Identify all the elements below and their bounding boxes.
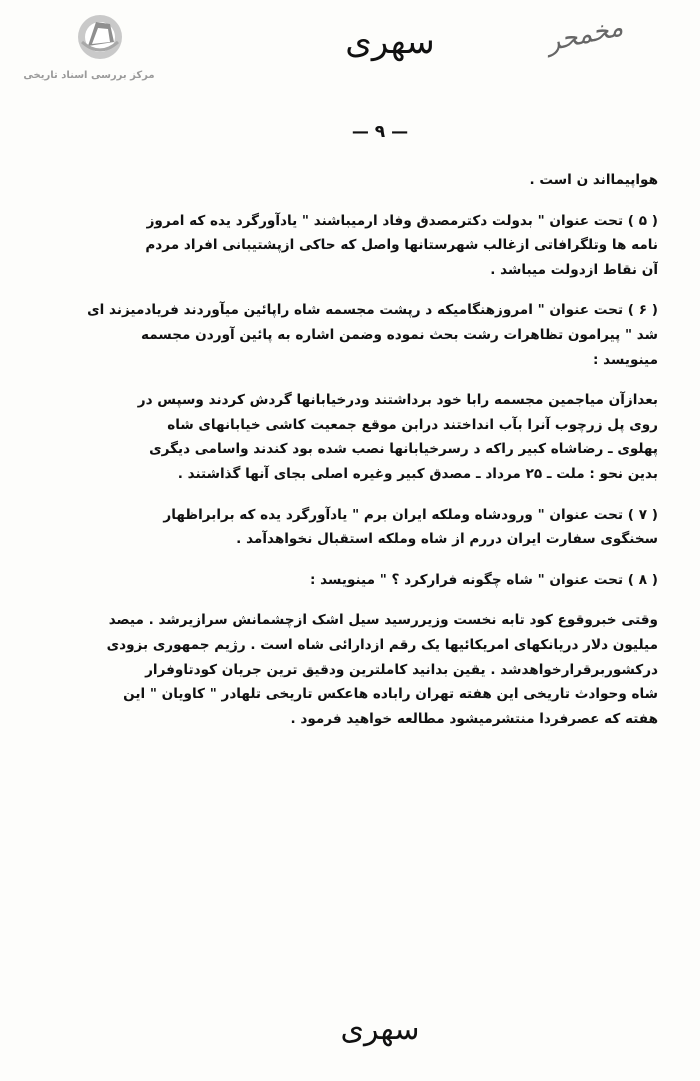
text-line: نامه ها وتلگرافاتی ازغالب شهرستانها واصل که حاکی ازپشتیبانی افراد مردم xyxy=(145,237,658,254)
text-line: ( ۷ ) تحت عنوان " ورودشاه وملکه ایران برم " یادآورگرد یده که برابراظهار xyxy=(163,506,658,523)
text-line: آن نقاط ازدولت میباشد . xyxy=(490,261,658,278)
text-line: ( ۶ ) تحت عنوان " امروزهنگامیکه د رپشت مجسمه شاه راپائین میآوردند فریادمیزند ای xyxy=(87,302,658,319)
paragraph xyxy=(38,209,658,283)
handwritten-annotation: مخمحر xyxy=(544,12,626,58)
archive-logo xyxy=(14,12,164,92)
text-line: ( ۵ ) تحت عنوان " بدولت دکترمصدق وفاد ارمیباشند " یادآورگرد یده که امروز xyxy=(146,212,658,229)
text-line: مینویسد : xyxy=(593,351,658,368)
paragraph xyxy=(38,503,658,552)
text-line: وقتی خبروقوع کود تابه نخست وزیررسید سیل اشک ازچشمانش سرازیرشد . میصد xyxy=(108,612,658,629)
text-line: هواپیمااند ن است . xyxy=(529,172,658,188)
archive-logo-text: مرکز بررسی اسناد تاریخی xyxy=(23,70,155,81)
paragraph xyxy=(38,298,658,372)
header-handwritten-title: سهری xyxy=(345,22,435,62)
archive-emblem-icon xyxy=(74,12,126,62)
text-line: سخنگوی سفارت ایران دررم از شاه وملکه استقبال نخواهدآمد . xyxy=(236,531,658,548)
paragraph xyxy=(38,568,658,593)
text-line: میلیون دلار دریانکهای امریکائیها یک رقم ازدارائی شاه است . رژیم جمهوری بزودی xyxy=(106,636,658,653)
text-line: روی پل زرچوب آنرا بآب انداختند درابن موقع جمعیت کاشی خیابانهای شاه xyxy=(167,416,658,433)
paragraph xyxy=(38,388,658,486)
paragraph xyxy=(38,168,658,193)
paragraph xyxy=(38,608,658,731)
text-line: شد " پیرامون تظاهرات رشت بحث نموده وضمن اشاره به پائین آوردن مجسمه xyxy=(141,326,658,343)
text-line: بعدازآن میاجمین مجسمه رابا خود برداشتند ودرخیابانها گردش کردند وسپس در xyxy=(137,392,658,409)
text-line: ( ۸ ) تحت عنوان " شاه چگونه فرارکرد ؟ " مینویسد : xyxy=(309,571,658,588)
text-line: هفته که عصرفردا منتشرمیشود مطالعه خواهید فرمود . xyxy=(290,710,658,727)
page-number: — ۹ — xyxy=(351,122,409,142)
document-body xyxy=(38,168,658,731)
text-line: بدین نحو : ملت ـ ۲۵ مرداد ـ مصدق کبیر وغیره اصلی بجای آنها گذاشتند . xyxy=(177,465,658,482)
text-line: پهلوی ـ رضاشاه کبیر راکه د رسرخیابانها نصب شده بود کندند واسامی دیگری xyxy=(149,441,658,458)
text-line: درکشوربرقرارخواهدشد . یقین بدانید کاملترین ودقیق ترین جریان کودتاوفرار xyxy=(145,661,658,678)
footer-handwritten-title: سهری xyxy=(340,1012,420,1047)
text-line: شاه وحوادث تاریخی این هفته تهران راباده هاعکس تاریخی تلهادر " کاویان " این xyxy=(123,686,658,703)
